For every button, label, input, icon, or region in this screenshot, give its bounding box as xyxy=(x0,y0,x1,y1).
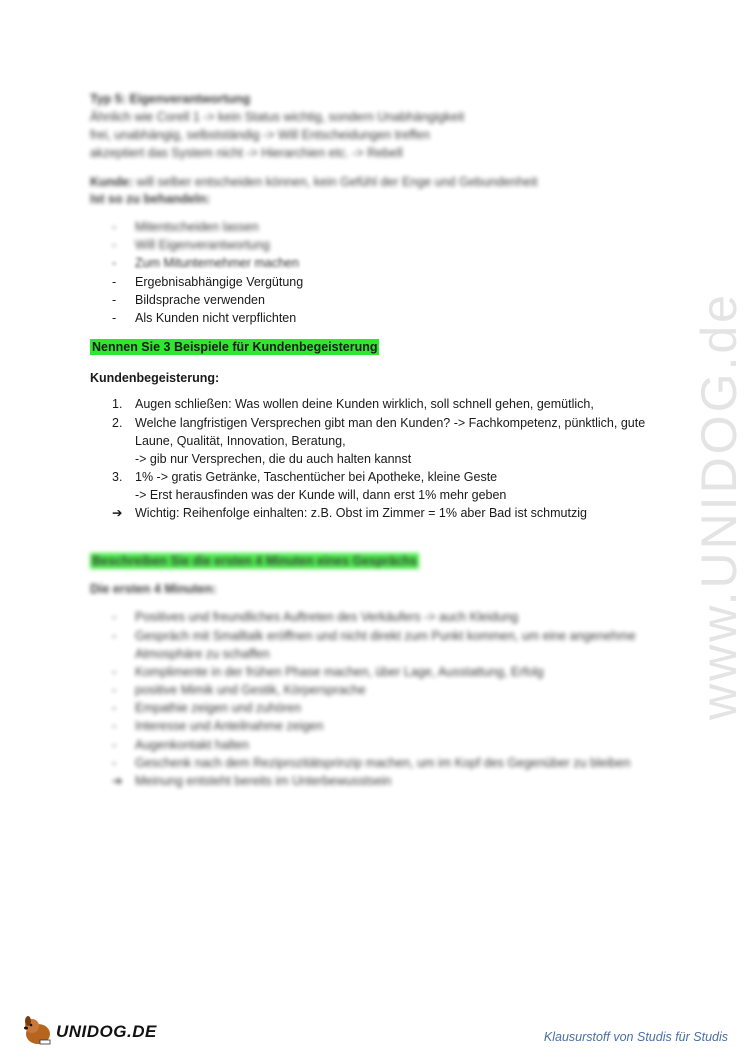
question-heading xyxy=(90,552,419,570)
document-page: Typ 5: Eigenverantwortung Ähnlich wie Corell 1 -> kein Status wichtig, sondern Unabhängigkeit frei, unabhängig, selbstständig -> Will Entscheidungen treffen akzeptiert das System nicht -> Hierarchien etc. -> Rebell Kunde: will selber entscheiden können, kein Gefühl der Enge und Gebundenheit Ist so zu behandeln: - Mitentscheiden lassen - Will Eigenverantwortung - Zum Mitunternehmer machen - Ergebnisabhängige Vergütung - Bildsprache verwenden - Als Kunden nicht verpflichten Nennen Sie 3 Beispiele für Kundenbegeisterung Kundenbegeisterung: 1. Augen schließen: Was wollen deine Kunden wirklich, soll schnell gehen, gemütlich, 2. Welche langfristigen Versprechen gibt man den Kunden? -> Fachkompetenz, pünktlich, gute Laune, Qualität, Innovation, Beratung, -> gib nur Versprechen, die du auch halten kannst 3. 1% -> gratis Getränke, Taschentücher bei Apotheke, kleine Geste -> Erst herausfinden was der Kunde will, dann erst 1% mehr geben ➔ Wichtig: Reihenfolge einhalten: z.B. Obst im Zimmer = 1% aber Bad ist schmutzig Beschreiben Sie die ersten 4 Minuten eines Gesprächs Die ersten 4 Minuten: - Positives und freundliches Auftreten des Verkäufers -> auch Kleidung - Gespräch mit Smalltalk eröffnen und nicht direkt zum Punkt kommen, um eine angenehme Atmosphäre zu schaffen - Komplimente in der frühen Phase machen, über Lage, Ausstattung, Erfolg - positive Mimik und Gestik, Körpersprache - Empathie zeigen und zuhören - Interesse und Anteilnahme zeigen - Augenkontakt halten - Geschenk nach dem Reziprozitätsprinzip machen, um im Kopf des Gegenüber zu bleiben ➔ Meinung entsteht bereits im Unterbewusstsein www.UNIDOG.de UNIDOG.DE Klausurstoff von Studis für Studis xyxy=(0,0,750,1059)
question-heading xyxy=(90,338,379,356)
section-heading: Die ersten 4 Minuten: xyxy=(90,582,217,596)
dog-mascot-icon xyxy=(20,1012,56,1048)
highlighted-question: Nennen Sie 3 Beispiele für Kundenbegeisterung xyxy=(92,340,378,354)
arrow-icon: ➔ xyxy=(112,774,123,788)
kunde-line xyxy=(90,173,538,191)
section-heading: Kundenbegeisterung: xyxy=(90,371,220,385)
body-line: akzeptiert das System nicht -> Hierarchien etc. -> Rebell xyxy=(90,146,403,160)
arrow-icon: ➔ xyxy=(112,506,123,520)
body-line: frei, unabhängig, selbstständig -> Will Entscheidungen treffen xyxy=(90,128,430,142)
kunde-label: Kunde: xyxy=(90,175,134,189)
type-heading: Typ 5: Eigenverantwortung xyxy=(90,92,251,106)
body-line: Ähnlich wie Corell 1 -> kein Status wichtig, sondern Unabhängigkeit xyxy=(90,110,465,124)
kunde-text: will selber entscheiden können, kein Gefühl der Enge und Gebundenheit xyxy=(133,175,538,189)
watermark: www.UNIDOG.de xyxy=(691,292,747,720)
unidog-logo xyxy=(20,1010,160,1050)
highlighted-question: Beschreiben Sie die ersten 4 Minuten eines Gesprächs xyxy=(92,554,418,568)
treat-label: Ist so zu behandeln: xyxy=(90,192,211,206)
logo-text: UNIDOG.DE xyxy=(56,1022,157,1041)
footer-tagline: Klausurstoff von Studis für Studis xyxy=(543,1030,728,1044)
